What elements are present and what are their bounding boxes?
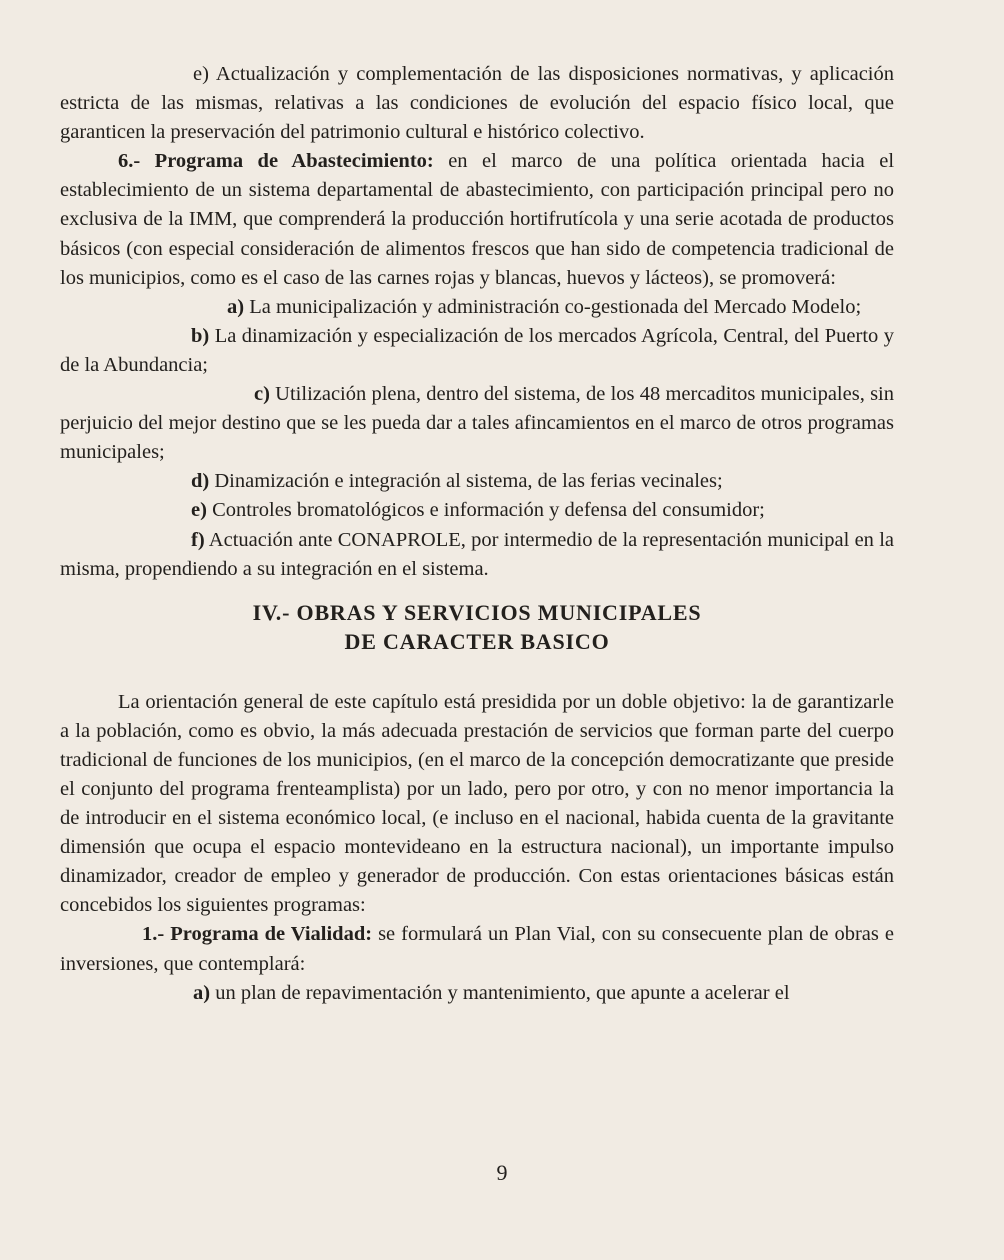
list-item-c	[60, 380, 894, 467]
item-label-a: a)	[227, 295, 245, 318]
item-label-b: b)	[191, 324, 210, 347]
item-text-f: Actuación ante CONAPROLE, por intermedio de la representación municipal en la misma, propendiendo a su integración en el sistema.	[60, 528, 894, 580]
document-page	[60, 60, 894, 1008]
program-6-text: en el marco de una política orientada hacia el establecimiento de un sistema departamental de abastecimiento, con participación principal pero no exclusiva de la IMM, que comprenderá la producción hortifrutícola y una serie acotada de productos básicos (con especial consideración de alimentos frescos que han sido de competencia tradicional de los municipios, como es el caso de las carnes rojas y blancas, huevos y lácteos), se promoverá:	[60, 150, 895, 289]
section-heading	[60, 598, 894, 656]
item-label-c: c)	[254, 383, 270, 406]
list-item-a	[60, 293, 894, 322]
item-label-e: e)	[191, 499, 207, 522]
item-text-d: Dinamización e integración al sistema, de las ferias vecinales;	[209, 470, 723, 493]
item-text-e1: Actualización y complementación de las disposiciones normativas, y aplicación estricta de las mismas, relativas a las condiciones de evolución del espacio físico local, que garanticen la preservación del patrimonio cultural e histórico colectivo.	[60, 63, 894, 144]
paragraph-abastecimiento	[60, 147, 894, 292]
program-1-text: se formulará un Plan Vial, con su consecuente plan de obras e inversiones, que contemplará:	[60, 923, 894, 975]
program-1-title: 1.- Programa de Vialidad:	[142, 923, 373, 946]
item-label-vialidad-a: a)	[193, 981, 211, 1004]
paragraph-normativas	[60, 60, 894, 147]
list-item-d	[60, 467, 894, 496]
item-text-c: Utilización plena, dentro del sistema, de los 48 mercaditos municipales, sin perjuicio del mejor destino que se les pueda dar a tales afincamientos en el marco de otros programas municipales;	[60, 383, 894, 464]
program-6-title: 6.- Programa de Abastecimiento:	[118, 150, 434, 173]
list-item-vialidad-a	[60, 979, 894, 1008]
item-label-d: d)	[191, 470, 210, 493]
item-text-e: Controles bromatológicos e información y defensa del consumidor;	[206, 499, 765, 522]
item-text-vialidad-a: un plan de repavimentación y mantenimiento, que apunte a acelerar el	[210, 981, 790, 1004]
item-label-f: f)	[191, 528, 205, 551]
section-heading-line2: DE CARACTER BASICO	[344, 628, 610, 654]
list-item-f	[60, 526, 894, 584]
list-item-b	[60, 322, 894, 380]
page-number: 9	[496, 1160, 508, 1185]
paragraph-vialidad	[60, 920, 894, 978]
item-text-a: La municipalización y administración co-gestionada del Mercado Modelo;	[244, 295, 862, 318]
item-label-e1: e)	[193, 63, 209, 85]
list-item-e	[60, 496, 894, 525]
item-text-b: La dinamización y especialización de los mercados Agrícola, Central, del Puerto y de la Abundancia;	[60, 324, 894, 376]
section-intro: La orientación general de este capítulo está presidida por un doble objetivo: la de garantizarle a la población, como es obvio, la más adecuada prestación de servicios que forman parte del cuerpo tradicional de funciones de los municipios, (en el marco de la concepción democratizante que preside el conjunto del programa frenteamplista) por un lado, pero por otro, y con no menor importancia la de introducir en el sistema económico local, (e incluso en el nacional, habida cuenta de la gravitante dimensión que ocupa el espacio montevideano en la estructura nacional), un importante impulso dinamizador, creador de empleo y generador de producción. Con estas orientaciones básicas están concebidos los siguientes programas:	[60, 690, 894, 917]
section-heading-line1: IV.- OBRAS Y SERVICIOS MUNICIPALES	[252, 599, 702, 625]
